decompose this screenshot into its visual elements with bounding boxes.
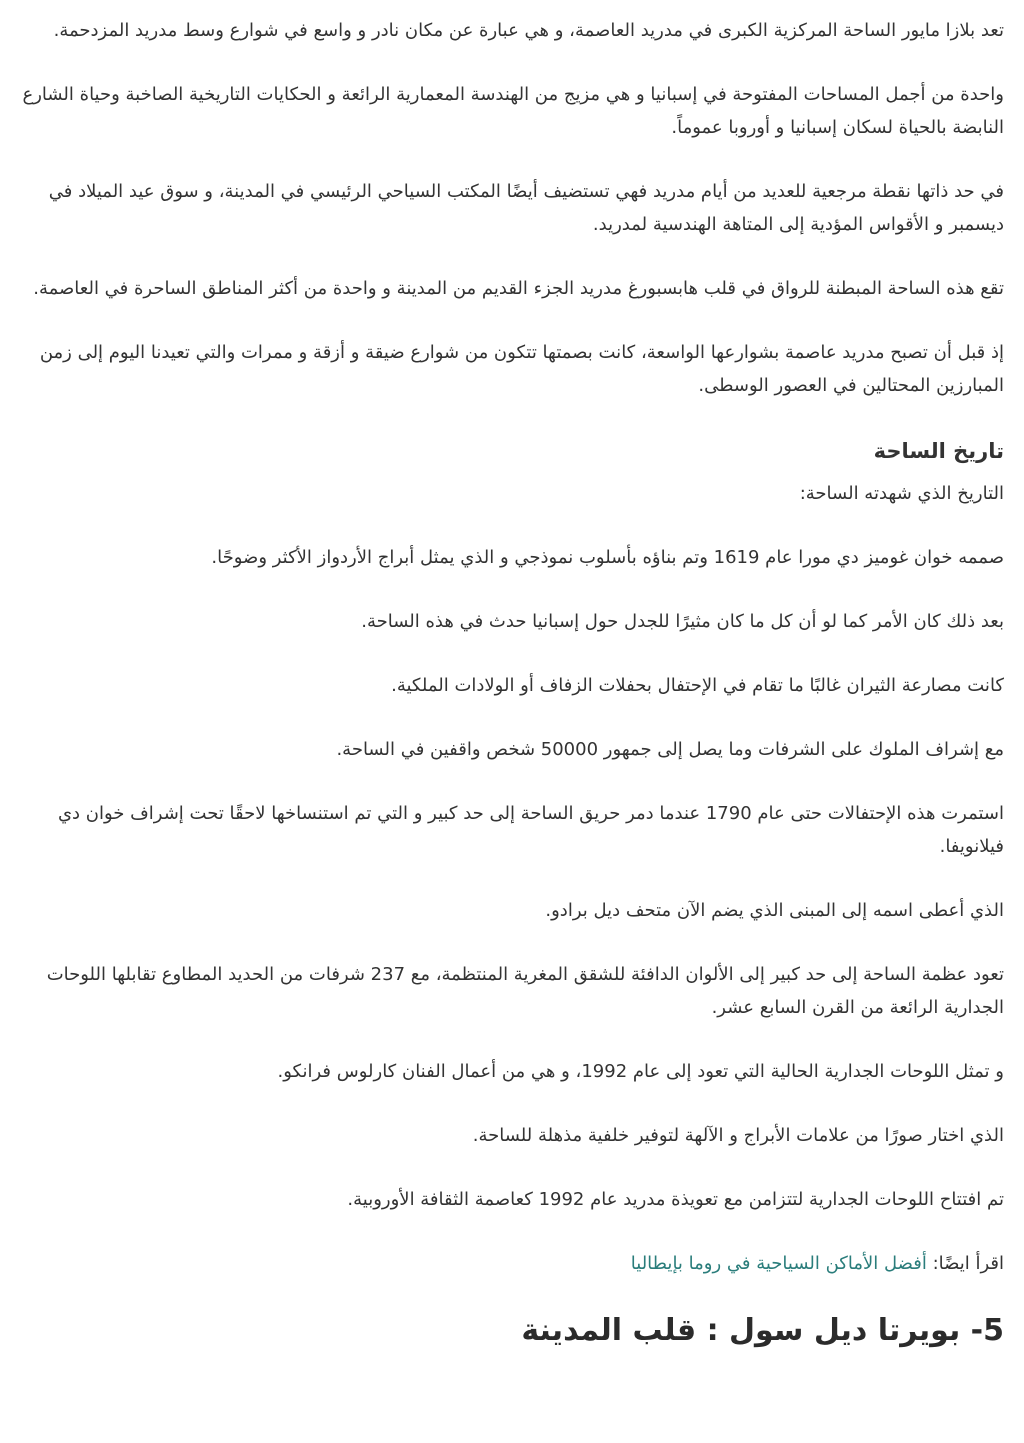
history-paragraph: صممه خوان غوميز دي مورا عام 1619 وتم بناؤه بأسلوب نموذجي و الذي يمثل أبراج الأردواز الأكثر وضوحًا. bbox=[211, 547, 1004, 568]
read-also-link[interactable]: أفضل الأماكن السياحية في روما بإيطاليا bbox=[630, 1253, 927, 1274]
intro-paragraph: تقع هذه الساحة المبطنة للرواق في قلب هابسبورغ مدريد الجزء القديم من المدينة و واحدة من أكثر المناطق الساحرة في العاصمة. bbox=[33, 278, 1004, 299]
history-paragraph: التاريخ الذي شهدته الساحة: bbox=[799, 483, 1004, 504]
read-also bbox=[20, 1247, 1004, 1280]
history-heading: تاريخ الساحة bbox=[873, 439, 1004, 463]
intro-paragraph: واحدة من أجمل المساحات المفتوحة في إسبانيا و هي مزيج من الهندسة المعمارية الرائعة و الحكايات التاريخية الصاخبة وحياة الشارع النابضة بالحياة لسكان إسبانيا و أوروبا عموماً. bbox=[22, 84, 1004, 138]
history-paragraph: كانت مصارعة الثيران غالبًا ما تقام في الإحتفال بحفلات الزفاف أو الولادات الملكية. bbox=[391, 675, 1004, 696]
history-paragraph: الذي أعطى اسمه إلى المبنى الذي يضم الآن متحف ديل برادو. bbox=[545, 900, 1004, 921]
history-paragraph: تم افتتاح اللوحات الجدارية لتتزامن مع تعويذة مدريد عام 1992 كعاصمة الثقافة الأوروبية. bbox=[347, 1189, 1004, 1210]
history-paragraph: مع إشراف الملوك على الشرفات وما يصل إلى جمهور 50000 شخص واقفين في الساحة. bbox=[336, 739, 1004, 760]
intro-paragraph: في حد ذاتها نقطة مرجعية للعديد من أيام مدريد فهي تستضيف أيضًا المكتب السياحي الرئيسي في المدينة، و سوق عيد الميلاد في ديسمبر و الأقواس المؤدية إلى المتاهة الهندسية لمدريد. bbox=[48, 181, 1004, 235]
intro-paragraph: إذ قبل أن تصبح مدريد عاصمة بشوارعها الواسعة، كانت بصمتها تتكون من شوارع ضيقة و أزقة و ممرات والتي تعيدنا اليوم إلى زمن المبارزين المحتالين في العصور الوسطى. bbox=[39, 342, 1004, 396]
section-heading: 5- بويرتا ديل سول : قلب المدينة bbox=[521, 1313, 1004, 1348]
intro-paragraph: تعد بلازا مايور الساحة المركزية الكبرى في مدريد العاصمة، و هي عبارة عن مكان نادر و واسع في شوارع وسط مدريد المزدحمة. bbox=[53, 20, 1004, 41]
history-paragraph: الذي اختار صورًا من علامات الأبراج و الآلهة لتوفير خلفية مذهلة للساحة. bbox=[472, 1125, 1004, 1146]
read-also-label: اقرأ ايضًا: bbox=[926, 1253, 1004, 1274]
history-paragraph: و تمثل اللوحات الجدارية الحالية التي تعود إلى عام 1992، و هي من أعمال الفنان كارلوس فرانكو. bbox=[277, 1061, 1004, 1082]
history-paragraph: بعد ذلك كان الأمر كما لو أن كل ما كان مثيرًا للجدل حول إسبانيا حدث في هذه الساحة. bbox=[361, 611, 1004, 632]
history-paragraph: تعود عظمة الساحة إلى حد كبير إلى الألوان الدافئة للشقق المغرية المنتظمة، مع 237 شرفات من الحديد المطاوع تقابلها اللوحات الجدارية الرائعة من القرن السابع عشر. bbox=[46, 964, 1004, 1018]
history-paragraph: استمرت هذه الإحتفالات حتى عام 1790 عندما دمر حريق الساحة إلى حد كبير و التي تم استنساخها لاحقًا تحت إشراف خوان دي فيلانويفا. bbox=[57, 803, 1004, 857]
